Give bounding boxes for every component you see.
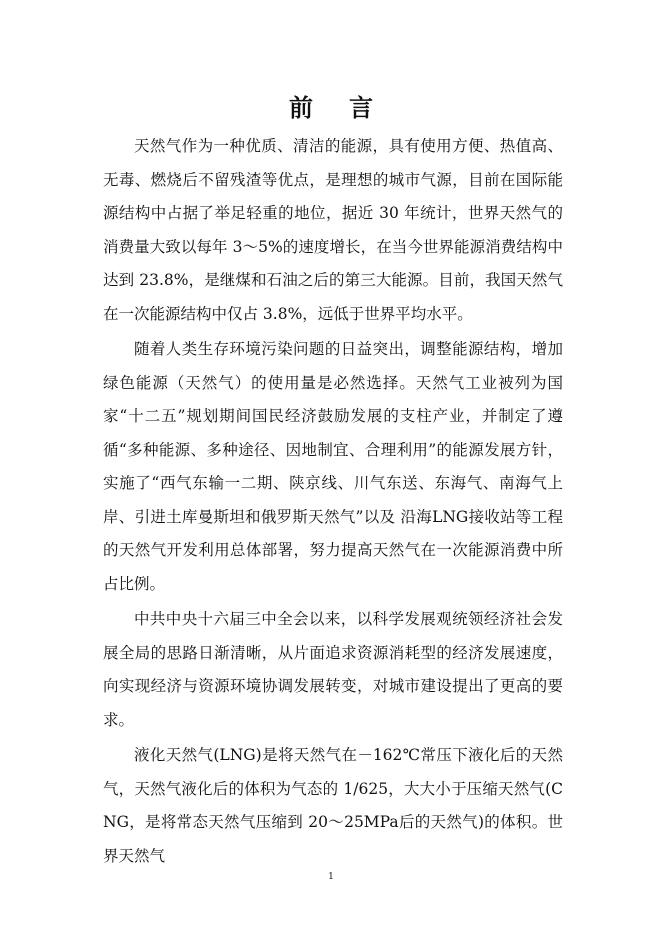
document-title: 前言: [289, 93, 409, 122]
document-body: [103, 130, 563, 873]
paragraph-3: 中共中央十六届三中全会以来，以科学发展观统领经济社会发展全局的思路日渐清晰，从片面追求资源消耗型的经济发展速度，向实现经济与资源环境协调发展转变，对城市建设提出了更高的要求。: [103, 610, 563, 729]
page-number: 1: [328, 872, 334, 882]
paragraph-2: 随着人类生存环境污染问题的日益突出，调整能源结构，增加绿色能源（天然气）的使用量是必然选择。天然气工业被列为国家“十二五”规划期间国民经济鼓励发展的支柱产业，并制定了遵循“多种能源、多种途径、因地制宜、合理利用”的能源发展方针，实施了“西气东输一二期、陕京线、川气东送、东海气、南海气上岸、引进土库曼斯坦和俄罗斯天然气”以及 沿海LNG接收站等工程的天然气开发利用总体部署，努力提高天然气在一次能源消费中所占比例。: [103, 340, 563, 593]
paragraph-1: 天然气作为一种优质、清洁的能源，具有使用方便、热值高、无毒、燃烧后不留残渣等优点，是理想的城市气源，目前在国际能源结构中占据了举足轻重的地位，据近 30 年统计，世界天然气的消费量大致以每年 3～5%的速度增长，在当今世界能源消费结构中达到 23.8%，是继煤和石油之后的第三大能源。目前，我国天然气在一次能源结构中仅占 3.8%，远低于世界平均水平。: [103, 137, 563, 323]
paragraph-4: 液化天然气(LNG)是将天然气在－162℃常压下液化后的天然气，天然气液化后的体积为气态的 1/625，大大小于压缩天然气(CNG，是将常态天然气压缩到 20～25MPa后的天然气)的体积。世界天然气: [103, 746, 563, 865]
